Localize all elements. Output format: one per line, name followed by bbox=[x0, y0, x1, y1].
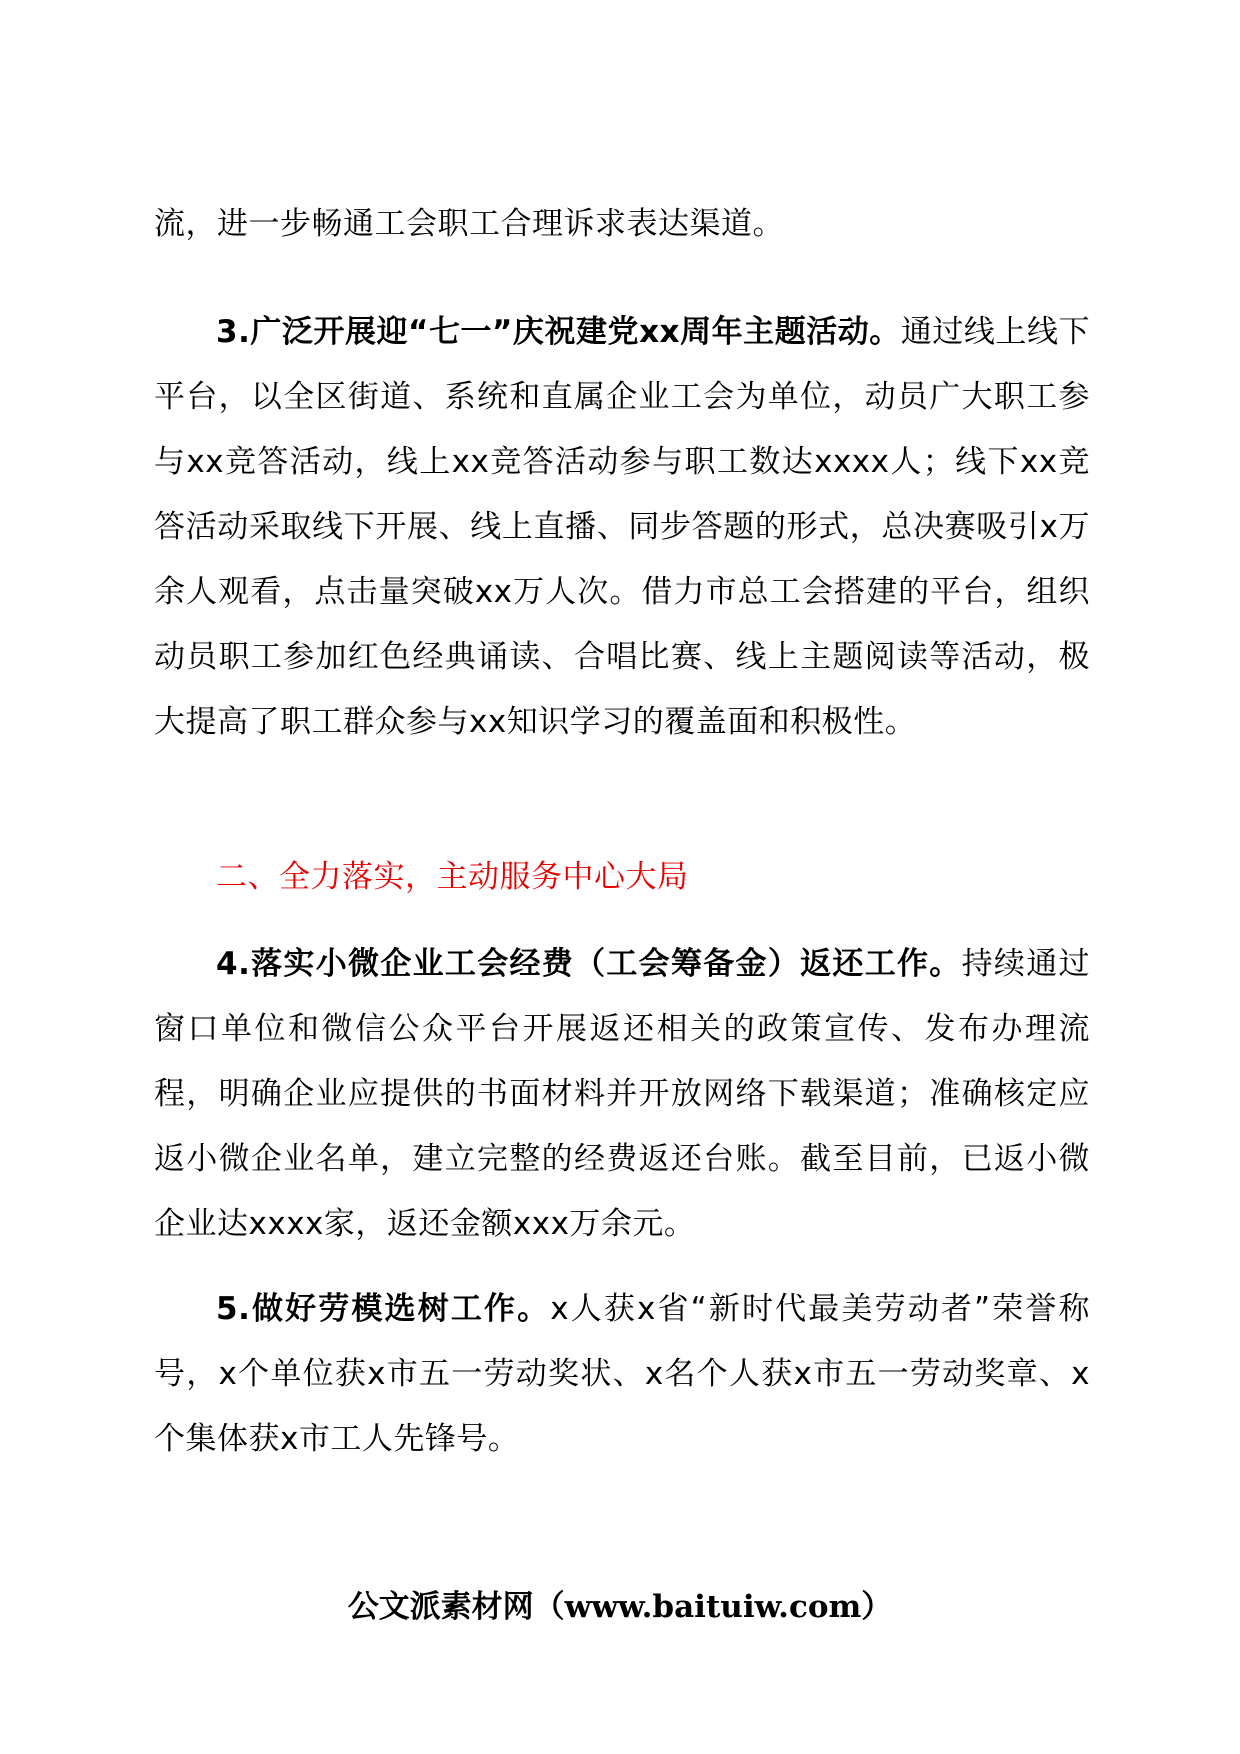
paragraph-lead: 3.广泛开展迎“七一”庆祝建党xx周年主题活动。 bbox=[216, 314, 901, 350]
footer-source: 公文派素材网（www.baituiw.com） bbox=[347, 1589, 893, 1625]
paragraph-text: x人获x省“新时代最美劳动者”荣誉称号，x个单位获x市五一劳动奖状、x名个人获x市五一劳动奖章、x个集体获x市工人先锋号。 bbox=[154, 1291, 1090, 1457]
section-heading: 二、全力落实，主动服务中心大局 bbox=[216, 859, 689, 895]
paragraph-text: 流，进一步畅通工会职工合理诉求表达渠道。 bbox=[154, 206, 784, 242]
paragraph-text: 持续通过窗口单位和微信公众平台开展返还相关的政策宣传、发布办理流程，明确企业应提供的书面材料并开放网络下载渠道；准确核定应返小微企业名单，建立完整的经费返还台账。截至目前，已返小微企业达xxxx家，返还金额xxx万余元。 bbox=[154, 946, 1090, 1242]
paragraph-5 bbox=[154, 1277, 1090, 1472]
paragraph-continuation bbox=[154, 192, 1090, 257]
paragraph-4 bbox=[154, 932, 1090, 1257]
paragraph-lead: 5.做好劳模选树工作。 bbox=[216, 1291, 551, 1327]
paragraph-text: 通过线上线下平台，以全区街道、系统和直属企业工会为单位，动员广大职工参与xx竞答活动，线上xx竞答活动参与职工数达xxxx人；线下xx竞答活动采取线下开展、线上直播、同步答题的形式，总决赛吸引x万余人观看，点击量突破xx万人次。借力市总工会搭建的平台，组织动员职工参加红色经典诵读、合唱比赛、线上主题阅读等活动，极大提高了职工群众参与xx知识学习的覆盖面和积极性。 bbox=[154, 314, 1090, 740]
paragraph-3 bbox=[154, 300, 1090, 755]
paragraph-lead: 4.落实小微企业工会经费（工会筹备金）返还工作。 bbox=[216, 946, 962, 982]
